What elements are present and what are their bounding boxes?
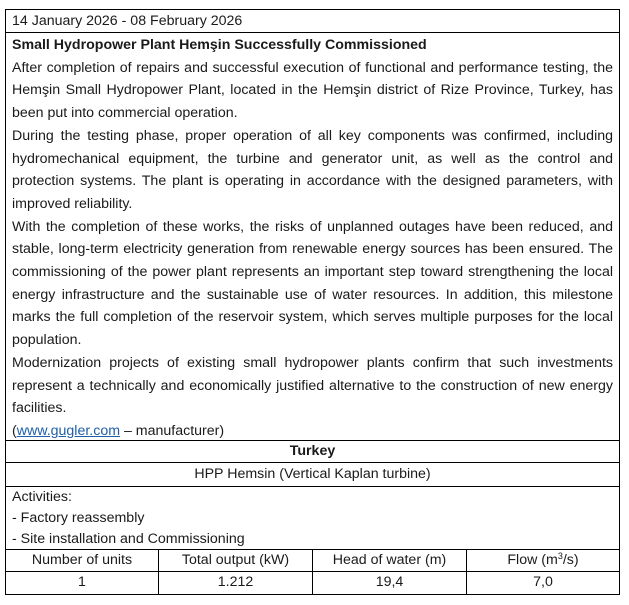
project-news-table [5, 9, 620, 595]
specs-value-row [6, 572, 619, 594]
value-total-output: 1.212 [159, 572, 313, 594]
activity-item: - Factory reassembly [12, 510, 145, 526]
article-paragraph: Modernization projects of existing small hydropower plants confirm that such investments represent a technically and economically justified alternative to the construction of new energy facilities. [12, 354, 613, 417]
activities-section [6, 487, 619, 550]
article-source [12, 420, 613, 443]
specs-header-row [6, 550, 619, 572]
source-suffix: – manufacturer) [120, 422, 225, 439]
article-section [6, 33, 619, 441]
article-paragraph: After completion of repairs and successful execution of functional and performance testing, the Hemşin Small Hydropower Plant, located in the Hemşin district of Rize Province, Turkey, has been put into commercial operation. [12, 59, 613, 122]
flow-label-prefix: Flow (m [507, 552, 558, 568]
header-flow [467, 550, 619, 571]
flow-label-suffix: /s) [562, 552, 579, 568]
country-heading: Turkey [6, 441, 619, 463]
value-number-of-units: 1 [6, 572, 159, 594]
flow-label-superscript: 3 [557, 551, 563, 561]
value-head-of-water: 19,4 [313, 572, 467, 594]
header-number-of-units: Number of units [6, 550, 159, 571]
article-paragraph: With the completion of these works, the risks of unplanned outages have been reduced, and stable, long-term electricity generation from renewable energy sources has been ensured. The commissioning of the power plant represents an important step toward strengthening the local energy infrastructure and the sustainable use of water resources. In addition, this milestone marks the full completion of the reservoir system, which serves multiple purposes for the local population. [12, 218, 613, 349]
article-title: Small Hydropower Plant Hemşin Successfully Commissioned [12, 37, 427, 53]
manufacturer-link[interactable]: www.gugler.com [16, 422, 121, 439]
article-paragraph: During the testing phase, proper operation of all key components was confirmed, including hydromechanical equipment, the turbine and generator unit, as well as the control and protection systems. The plant is operating in accordance with the designed parameters, with improved reliability. [12, 127, 613, 212]
header-head-of-water: Head of water (m) [313, 550, 467, 571]
project-name: HPP Hemsin (Vertical Kaplan turbine) [6, 463, 619, 487]
header-total-output: Total output (kW) [159, 550, 313, 571]
value-flow: 7,0 [533, 574, 553, 590]
activity-item: - Site installation and Commissioning [12, 531, 245, 547]
activities-label: Activities: [12, 489, 72, 505]
date-range: 14 January 2026 - 08 February 2026 [6, 10, 619, 33]
source-open-paren: ( [12, 422, 17, 439]
